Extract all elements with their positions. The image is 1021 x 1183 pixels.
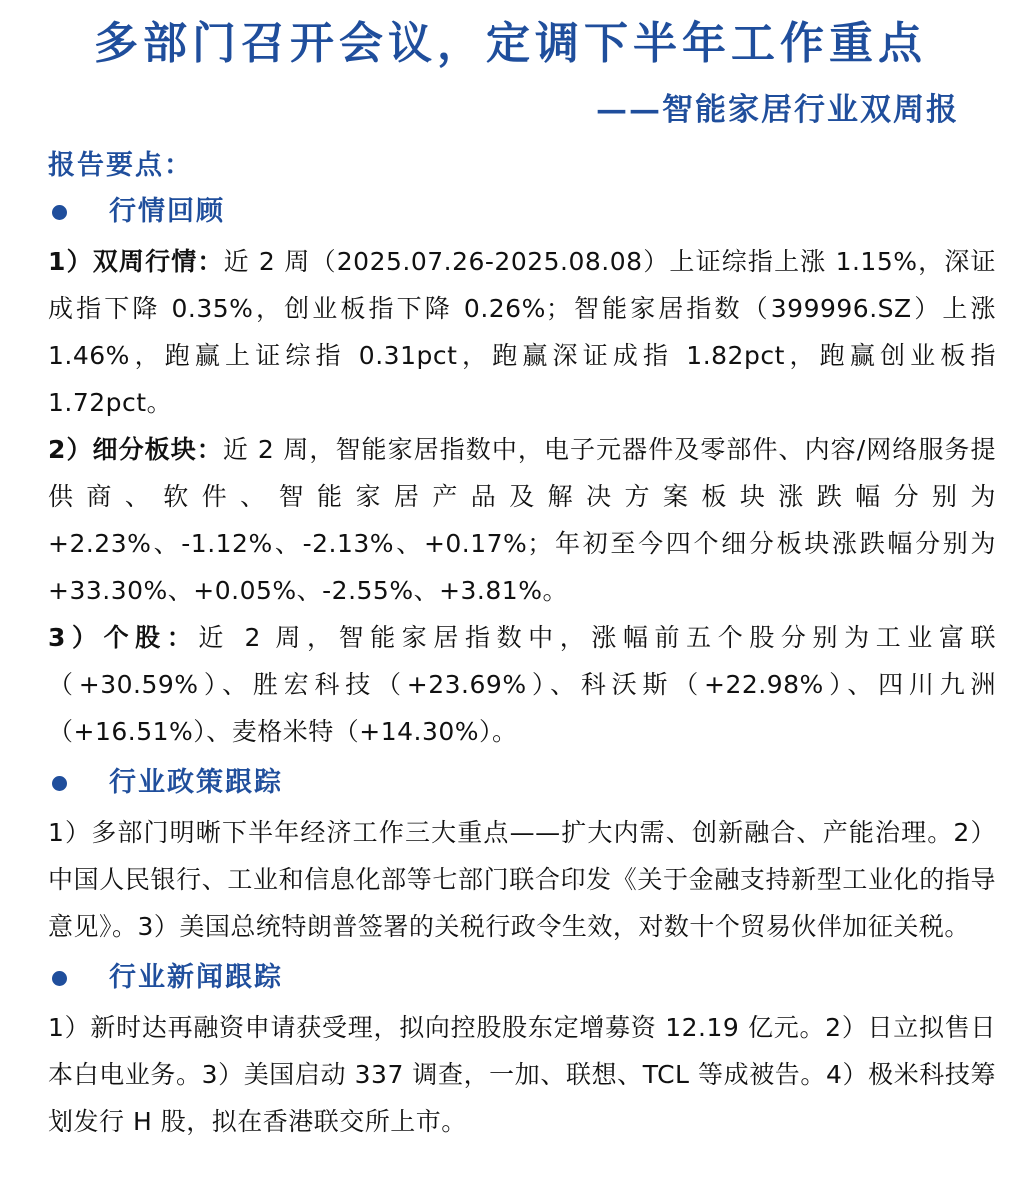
paragraph-text: 近 2 周，智能家居指数中，电子元器件及零部件、内容/网络服务提供商、软件、智能家居产品及解决方案板块涨跌幅分别为+2.23%、-1.12%、-2.13%、+0.17%；年初至今四个细分板块涨跌幅分别为+33.30%、+0.05%、-2.55%、+3.81%。 [48, 435, 996, 605]
paragraph [48, 426, 996, 614]
paragraph [48, 1004, 996, 1145]
bullet-icon [52, 776, 67, 791]
section-market-review [48, 192, 996, 755]
paragraph [48, 614, 996, 755]
report-subtitle: ——智能家居行业双周报 [596, 92, 959, 128]
bullet-icon [52, 205, 67, 220]
report-title: 多部门召开会议，定调下半年工作重点 [94, 18, 927, 69]
section-policy-tracking [48, 763, 996, 950]
section-heading [48, 958, 996, 998]
paragraph-text: 近 2 周（2025.07.26-2025.08.08）上证综指上涨 1.15%，深证成指下降 0.35%，创业板指下降 0.26%；智能家居指数（399996.SZ）上涨 1.46%，跑赢上证综指 0.31pct，跑赢深证成指 1.82pct，跑赢创业板指 1.72pct。 [48, 247, 996, 417]
section-heading-text: 行情回顾 [109, 196, 225, 227]
section-heading-text: 行业新闻跟踪 [109, 962, 283, 993]
section-heading-text: 行业政策跟踪 [109, 767, 283, 798]
section-news-tracking [48, 958, 996, 1145]
paragraph [48, 238, 996, 426]
section-heading [48, 763, 996, 803]
paragraph-lead: 2）细分板块： [48, 435, 223, 464]
paragraph [48, 809, 996, 950]
bullet-icon [52, 971, 67, 986]
paragraph-text: 近 2 周，智能家居指数中，涨幅前五个股分别为工业富联（+30.59%）、胜宏科技（+23.69%）、科沃斯（+22.98%）、四川九洲（+16.51%）、麦格米特（+14.30%）。 [48, 623, 996, 746]
paragraph-lead: 1）双周行情： [48, 247, 224, 276]
section-heading [48, 192, 996, 232]
key-points-label: 报告要点： [48, 150, 193, 181]
paragraph-text: 1）多部门明晰下半年经济工作三大重点——扩大内需、创新融合、产能治理。2）中国人民银行、工业和信息化部等七部门联合印发《关于金融支持新型工业化的指导意见》。3）美国总统特朗普签署的关税行政令生效，对数十个贸易伙伴加征关税。 [48, 818, 996, 941]
report-content [48, 146, 996, 1145]
paragraph-lead: 3）个股： [48, 623, 199, 652]
paragraph-text: 1）新时达再融资申请获受理，拟向控股股东定增募资 12.19 亿元。2）日立拟售日本白电业务。3）美国启动 337 调查，一加、联想、TCL 等成被告。4）极米科技筹划发行 H 股，拟在香港联交所上市。 [48, 1013, 996, 1136]
